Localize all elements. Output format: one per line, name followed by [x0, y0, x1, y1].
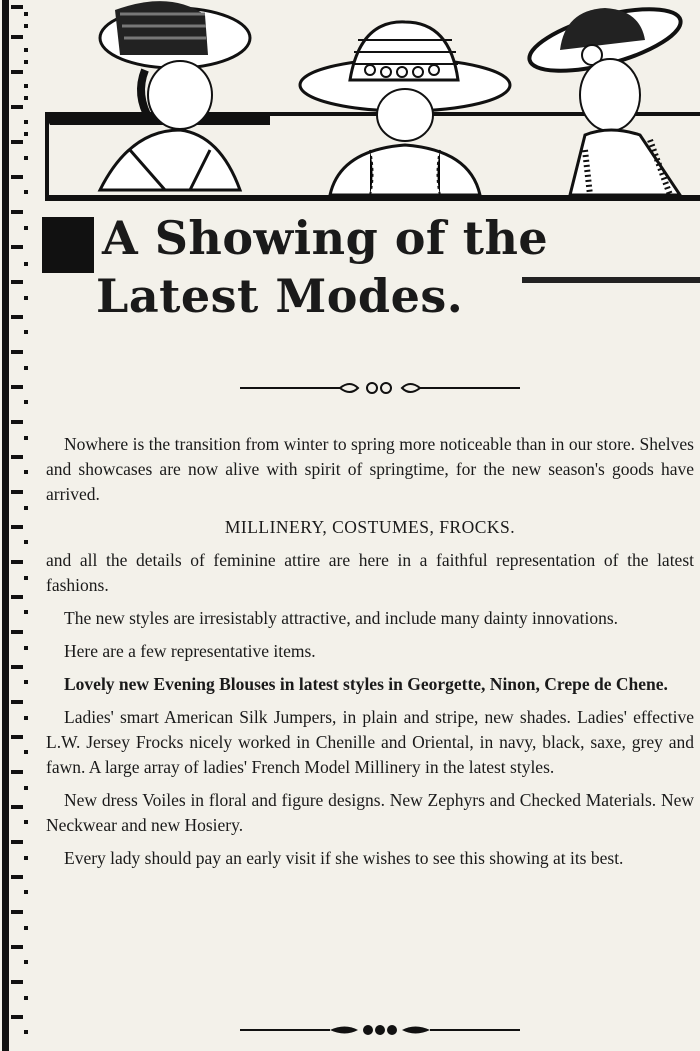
lady-center-figure: [300, 22, 510, 195]
paragraph-intro: Nowhere is the transition from winter to spring more noticeable than in our store. Shelves and showcases are now alive with spirit of springtime, for the new season's goods have arrived.: [46, 434, 694, 504]
fashion-illustration: [40, 0, 700, 205]
lady-right-figure: [523, 0, 686, 195]
paragraph-silk-jumpers: Ladies' smart American Silk Jumpers, in plain and stripe, new shades. Ladies' effective L.W. Jersey Frocks nicely worked in Chenille and Oriental, in navy, black, saxe, grey and fawn. A large array of ladies' French Model Millinery in the latest styles.: [46, 707, 694, 777]
paragraph-closing: Every lady should pay an early visit if she wishes to see this showing at its best.: [64, 848, 624, 868]
flourish-divider-top: [240, 378, 520, 398]
paragraph-new-styles: The new styles are irresistably attractive, and include many dainty innovations.: [64, 608, 619, 628]
paragraph-dress-voiles: New dress Voiles in floral and figure designs. New Zephyrs and Checked Materials. New Neckwear and new Hosiery.: [46, 790, 694, 835]
decorative-border: [0, 0, 30, 1051]
paragraph-evening-blouses: Lovely new Evening Blouses in latest styles in Georgette, Ninon, Crepe de Chene.: [64, 674, 668, 694]
flourish-divider-bottom: [240, 1020, 520, 1040]
paragraph-details: and all the details of feminine attire are here in a faithful representation of the latest fashions.: [46, 550, 694, 595]
title-rule: [522, 277, 700, 283]
advertisement-heading: [42, 205, 692, 325]
lady-left-figure: [100, 1, 250, 190]
paragraph-subheading: MILLINERY, COSTUMES, FROCKS.: [224, 517, 516, 537]
title-line-1: A Showing of the: [102, 211, 549, 265]
title-line-2: Latest Modes.: [96, 269, 464, 323]
paragraph-items-intro: Here are a few representative items.: [64, 641, 316, 661]
title-ink-block: [42, 217, 94, 273]
advertisement-body: [46, 432, 694, 879]
